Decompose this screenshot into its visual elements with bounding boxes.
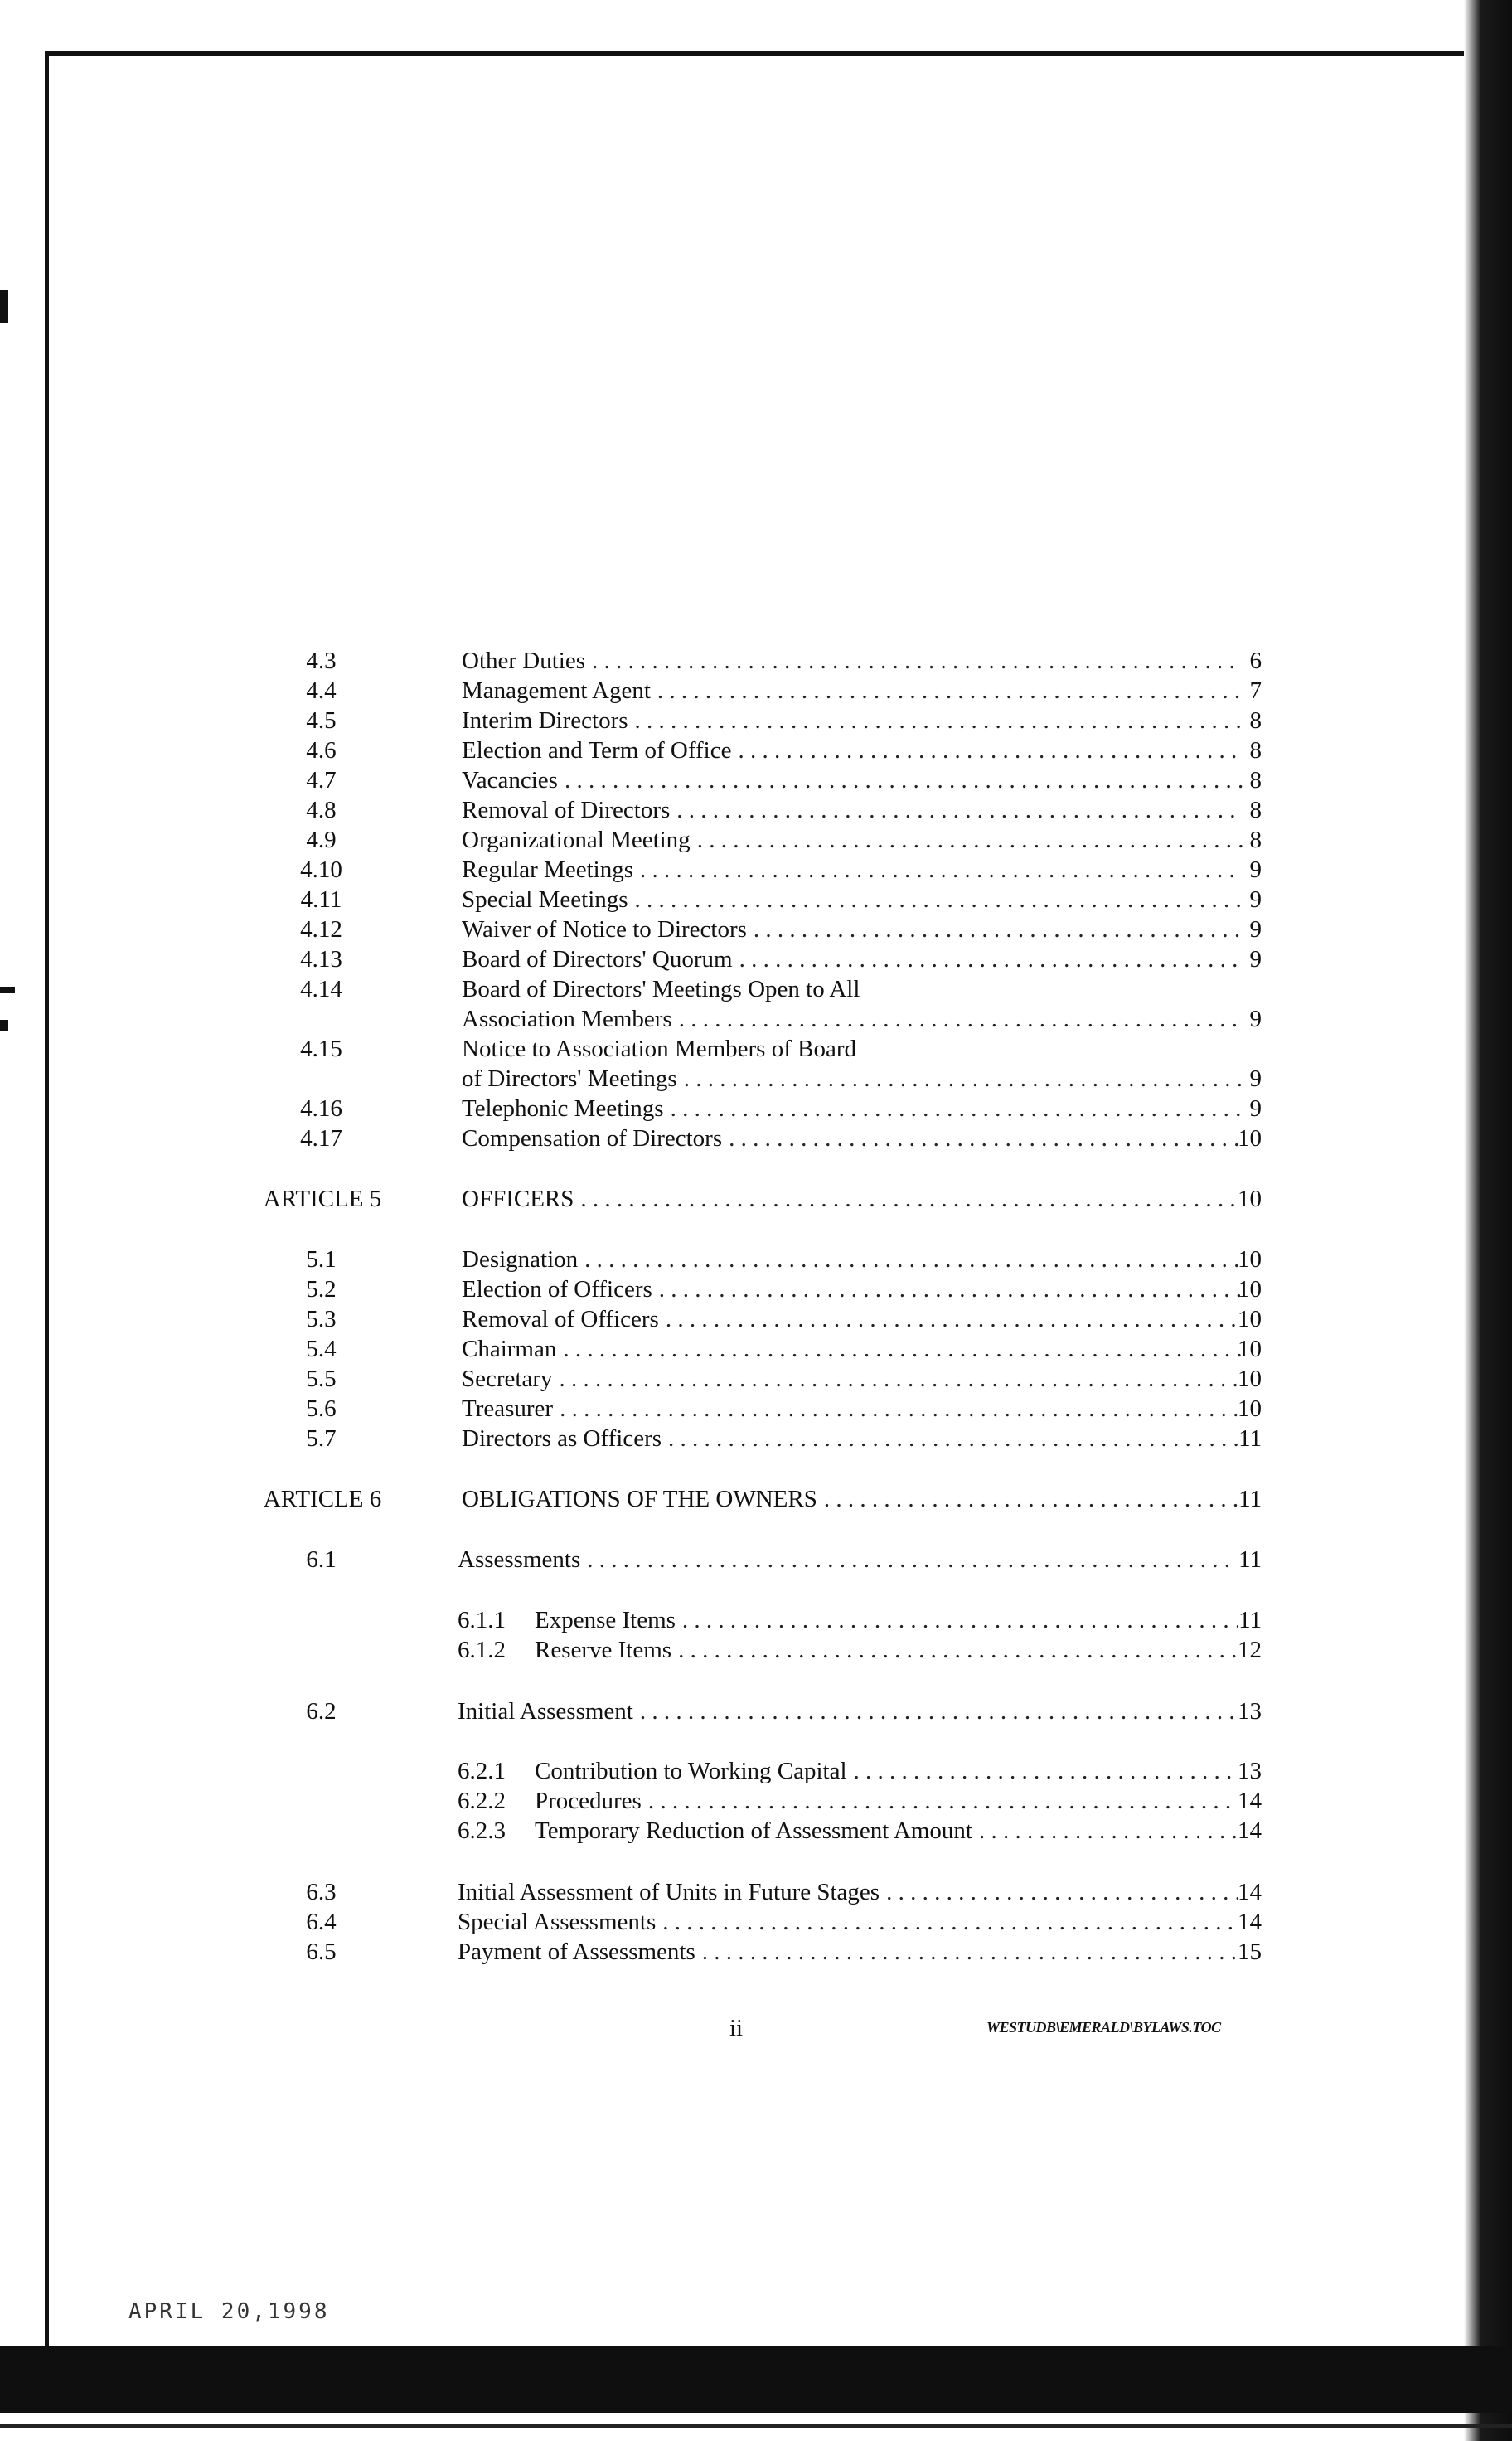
page-ref: 10 (1238, 1336, 1262, 1362)
section-number: 5.7 (306, 1425, 337, 1452)
page-ref: 9 (1249, 946, 1262, 973)
page-ref: 15 (1238, 1939, 1262, 1965)
page-ref: 10 (1238, 1366, 1262, 1392)
toc-entry (0, 1877, 1512, 1907)
section-title (462, 944, 1249, 974)
section-title-text: Organizational Meeting (462, 827, 691, 853)
section-title-text: Board of Directors' Quorum (462, 946, 733, 973)
toc-entry (0, 1364, 1512, 1394)
section-title-text: Telephonic Meetings (462, 1095, 664, 1122)
section-number: 4.6 (306, 737, 337, 764)
toc-article-entry (0, 1484, 1512, 1514)
page-ref: 14 (1238, 1909, 1262, 1935)
section-title (462, 1364, 1249, 1394)
section-title-text: Association Members (462, 1006, 672, 1032)
section-title-text: Board of Directors' Meetings Open to All (462, 976, 860, 1002)
toc-entry (0, 825, 1512, 855)
page-ref: 7 (1249, 677, 1262, 704)
page-ref: 10 (1238, 1306, 1262, 1332)
toc-entry (0, 646, 1512, 676)
section-title (462, 825, 1249, 855)
section-title-text: Special Assessments (458, 1909, 657, 1935)
toc-entry (0, 1064, 1512, 1094)
article-title-text: OFFICERS (462, 1186, 574, 1212)
section-title-text: Chairman (462, 1336, 557, 1362)
page-ref: 13 (1238, 1698, 1262, 1725)
section-title-text: Initial Assessment of Units in Future Stages (458, 1879, 880, 1905)
section-title (462, 1245, 1249, 1274)
page-ref: 6 (1249, 648, 1262, 674)
section-title-text: Secretary (462, 1366, 553, 1392)
section-title-text: Compensation of Directors (462, 1125, 723, 1152)
section-title (458, 1696, 1245, 1726)
toc-entry (0, 1304, 1512, 1334)
section-number: 4.14 (300, 976, 342, 1002)
section-title-text: Election of Officers (462, 1276, 652, 1303)
subsection-title-text: Procedures (535, 1788, 642, 1814)
subsection-number: 6.2.1 (458, 1758, 506, 1784)
section-number: 6.2 (306, 1698, 337, 1725)
section-number: 6.3 (306, 1879, 337, 1905)
scan-mark (0, 290, 8, 323)
file-path: WESTUDB\EMERALD\BYLAWS.TOC (986, 2019, 1221, 2036)
section-number: 5.4 (306, 1336, 337, 1362)
section-title-text: Assessments (458, 1546, 581, 1573)
section-title-text: of Directors' Meetings (462, 1065, 677, 1092)
toc-subentry (0, 1786, 1512, 1816)
page-ref: 11 (1238, 1486, 1262, 1512)
toc-subentry (0, 1756, 1512, 1786)
section-number: 4.12 (300, 916, 342, 943)
page-ref: 10 (1238, 1395, 1262, 1422)
toc-entry (0, 735, 1512, 765)
page-ref: 9 (1249, 1065, 1262, 1092)
toc-entry (0, 1274, 1512, 1304)
section-title (462, 885, 1249, 915)
page-ref: 9 (1249, 1095, 1262, 1122)
section-number: 4.10 (300, 857, 342, 883)
section-title-text: Removal of Officers (462, 1306, 659, 1332)
toc-subentry (0, 1605, 1512, 1635)
section-title (462, 1394, 1249, 1424)
page-ref: 11 (1238, 1546, 1262, 1573)
scan-bottom-line (0, 2424, 1512, 2428)
page-ref: 14 (1238, 1788, 1262, 1814)
page-ref: 9 (1249, 1006, 1262, 1032)
subsection-title (458, 1605, 1245, 1635)
subsection-title-text: Expense Items (535, 1607, 676, 1633)
section-title (462, 1123, 1249, 1153)
section-title-text: Interim Directors (462, 707, 628, 734)
subsection-title (458, 1756, 1245, 1786)
section-title (462, 1064, 1249, 1094)
toc-entry (0, 855, 1512, 885)
subsection-number: 6.2.2 (458, 1788, 506, 1814)
section-title-text: Election and Term of Office (462, 737, 732, 764)
toc-entry (0, 1696, 1512, 1726)
toc-entry (0, 1907, 1512, 1937)
page-ref: 9 (1249, 916, 1262, 943)
scan-bottom-band (0, 2346, 1512, 2413)
section-title-text: Notice to Association Members of Board (462, 1036, 856, 1062)
toc-entry (0, 1094, 1512, 1123)
page-ref: 8 (1249, 767, 1262, 793)
page-ref: 12 (1238, 1637, 1262, 1663)
section-number: 4.9 (306, 827, 337, 853)
section-title (462, 1094, 1249, 1123)
subsection-title-text: Temporary Reduction of Assessment Amount (535, 1817, 972, 1844)
section-number: 4.4 (306, 677, 337, 704)
page-ref: 13 (1238, 1758, 1262, 1784)
section-title-text: Vacancies (462, 767, 558, 793)
section-number: 4.16 (300, 1095, 342, 1122)
toc-entry (0, 944, 1512, 974)
subsection-number: 6.1.1 (458, 1607, 506, 1633)
section-number: 5.5 (306, 1366, 337, 1392)
article-title (462, 1184, 1249, 1214)
section-title-text: Management Agent (462, 677, 651, 704)
toc-entry (0, 1034, 1512, 1064)
section-number: 4.7 (306, 767, 337, 793)
subsection-number: 6.2.3 (458, 1817, 506, 1844)
date-stamp: APRIL 20,1998 (128, 2299, 330, 2324)
toc-entry (0, 885, 1512, 915)
page-ref: 8 (1249, 707, 1262, 734)
toc-entry (0, 676, 1512, 706)
section-title (462, 1274, 1249, 1304)
subsection-title-text: Contribution to Working Capital (535, 1758, 847, 1784)
section-title (462, 1004, 1249, 1034)
toc-subentry (0, 1635, 1512, 1665)
section-number: 5.6 (306, 1395, 337, 1422)
section-number: 4.15 (300, 1036, 342, 1062)
section-title-text: Regular Meetings (462, 857, 633, 883)
page-ref: 10 (1238, 1125, 1262, 1152)
section-title-text: Payment of Assessments (458, 1939, 695, 1965)
section-title (462, 915, 1249, 944)
section-number: 4.8 (306, 797, 337, 823)
section-title-text: Other Duties (462, 648, 585, 674)
page-ref: 9 (1249, 886, 1262, 913)
toc-entry (0, 1424, 1512, 1453)
page-ref: 10 (1238, 1246, 1262, 1273)
page-ref: 9 (1249, 857, 1262, 883)
article-number: ARTICLE 5 (263, 1186, 382, 1212)
section-title (462, 1304, 1249, 1334)
section-title (462, 855, 1249, 885)
section-number: 5.3 (306, 1306, 337, 1332)
section-title (458, 1907, 1245, 1937)
section-number: 6.4 (306, 1909, 337, 1935)
toc-entry (0, 1334, 1512, 1364)
article-number: ARTICLE 6 (263, 1486, 382, 1512)
section-title-text: Special Meetings (462, 886, 628, 913)
toc-subentry (0, 1816, 1512, 1846)
section-number: 4.11 (300, 886, 342, 913)
section-title (462, 735, 1249, 765)
page-ref: 10 (1238, 1186, 1262, 1212)
page-ref: 11 (1238, 1607, 1262, 1633)
page-ref: 8 (1249, 827, 1262, 853)
section-title (462, 1334, 1249, 1364)
page-ref: 14 (1238, 1817, 1262, 1844)
section-title-text: Removal of Directors (462, 797, 671, 823)
section-title (458, 1545, 1245, 1575)
section-number: 6.5 (306, 1939, 337, 1965)
section-title (458, 1877, 1245, 1907)
section-title (458, 1937, 1245, 1967)
article-title (462, 1484, 1249, 1514)
toc-entry (0, 765, 1512, 795)
section-title (462, 765, 1249, 795)
toc-entry (0, 1245, 1512, 1274)
section-number: 4.13 (300, 946, 342, 973)
subsection-title (458, 1635, 1245, 1665)
section-title (462, 676, 1249, 706)
toc-entry (0, 1394, 1512, 1424)
page-ref: 14 (1238, 1879, 1262, 1905)
page-ref: 8 (1249, 737, 1262, 764)
toc-entry (0, 1937, 1512, 1967)
section-number: 6.1 (306, 1546, 337, 1573)
section-title (462, 646, 1249, 676)
scan-edge-shadow (1464, 0, 1512, 2441)
toc-entry (0, 1123, 1512, 1153)
toc-entry (0, 1004, 1512, 1034)
toc-entry (0, 915, 1512, 944)
toc-article-entry (0, 1184, 1512, 1214)
page-ref: 11 (1238, 1425, 1262, 1452)
toc-entry (0, 974, 1512, 1004)
section-title (462, 1034, 1249, 1064)
section-title (462, 706, 1249, 735)
page-ref: 8 (1249, 797, 1262, 823)
section-title (462, 795, 1249, 825)
section-title (462, 1424, 1249, 1453)
toc-entry (0, 1545, 1512, 1575)
section-title-text: Waiver of Notice to Directors (462, 916, 747, 943)
subsection-title (458, 1816, 1245, 1846)
page-ref: 10 (1238, 1276, 1262, 1303)
page-number: ii (729, 2015, 744, 2041)
section-number: 4.3 (306, 648, 337, 674)
subsection-title-text: Reserve Items (535, 1637, 672, 1663)
section-number: 5.1 (306, 1246, 337, 1273)
section-title-text: Treasurer (462, 1395, 554, 1422)
section-title-text: Directors as Officers (462, 1425, 662, 1452)
subsection-title (458, 1786, 1245, 1816)
section-title (462, 974, 1249, 1004)
toc-entry (0, 795, 1512, 825)
subsection-number: 6.1.2 (458, 1637, 506, 1663)
section-title-text: Designation (462, 1246, 579, 1273)
toc-entry (0, 706, 1512, 735)
section-title-text: Initial Assessment (458, 1698, 633, 1725)
section-number: 4.5 (306, 707, 337, 734)
section-number: 5.2 (306, 1276, 337, 1303)
article-title-text: OBLIGATIONS OF THE OWNERS (462, 1486, 817, 1512)
section-number: 4.17 (300, 1125, 342, 1152)
